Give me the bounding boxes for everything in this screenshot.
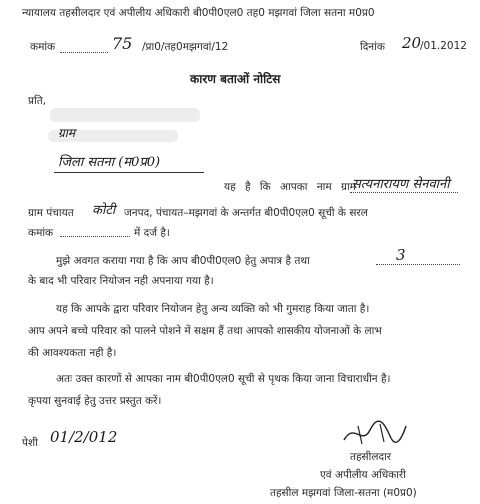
ref-label: कमांक [30,41,56,53]
date-day: 20 [402,34,422,52]
ref-dotted-line [60,52,108,53]
office-header: न्यायालय तहसीलदार एवं अपीलीय अधिकारी बी0पी0एल0 तह0 मझगवां जिला सतना म0प्र0 [22,7,375,19]
p1-line-b-post: जनपद, पंचायत–मझगवां के अन्तर्गत बी0पी0एल0 सूची के सरल [124,207,368,219]
p1-line-c-post: में दर्ज है। [134,227,170,239]
recipient-line-3: जिला सतना (म0प्र0) [58,155,161,170]
p3-line-c: की आवश्यकता नही है। [28,347,117,359]
p2-number: 3 [396,246,406,264]
to-label: प्रति, [28,95,47,107]
date-label: दिनांक [360,41,385,53]
p1-line-b-pre: ग्राम पंचायत [28,207,74,219]
p3-line-b: आप अपने बच्चे परिवार को पालने पोशने में सक्षम हैं तथा आपको शासकीय योजनाओं के लाभ [28,325,382,337]
p3-line-a: यह कि आपके द्वारा परिवार नियोजन हेतु अन्य व्यक्ति को भी गुमराह किया जाता है। [56,303,370,315]
p1-line-c: कमांक [28,227,54,239]
recipient-underline [54,172,204,173]
recipient-line-2: ग्राम [58,126,76,140]
signature-icon [340,418,410,448]
peshi-label: पेशी [22,437,38,449]
p1-panchayat: कोटी [92,203,116,218]
designation-2: एवं अपीलीय अधिकारी [320,469,406,481]
designation-3: तहसील मझगवां जिला-सतना (म0प्र0) [270,487,417,499]
p4-line-b: कृपया सुनवाई हेतु उत्तर प्रस्तुत करें। [28,395,162,407]
designation-1: तहसीलदार [350,451,392,463]
p1-line-a: यह है कि आपका नाम ग्राम [224,181,356,193]
ref-number: 75 [112,34,133,53]
p1-serial-line [60,236,130,237]
p2-number-line [376,264,460,265]
date-suffix: /01.2012 [420,40,467,52]
ref-suffix: /प्रा0/तह0मझगवां/12 [142,41,229,53]
p2-line-b: के बाद भी परिवार नियोजन नही अपनाया गया है। [28,275,214,287]
p4-line-a: अतः उक्त कारणों से आपका नाम बी0पी0एल0 सूची से पृथक किया जाना विचाराधीन है। [56,373,391,385]
p2-line-a: मुझे अवगत कराया गया है कि आप बी0पी0एल0 हेतु अपात्र है तथा [56,255,310,267]
peshi-date: 01/2/012 [50,428,118,446]
p1-name: सत्यनारायण सेनवानी [352,177,450,192]
redacted-area [50,108,200,122]
p1-name-line [350,192,458,193]
notice-title: कारण बताओं नोटिस [190,72,281,86]
